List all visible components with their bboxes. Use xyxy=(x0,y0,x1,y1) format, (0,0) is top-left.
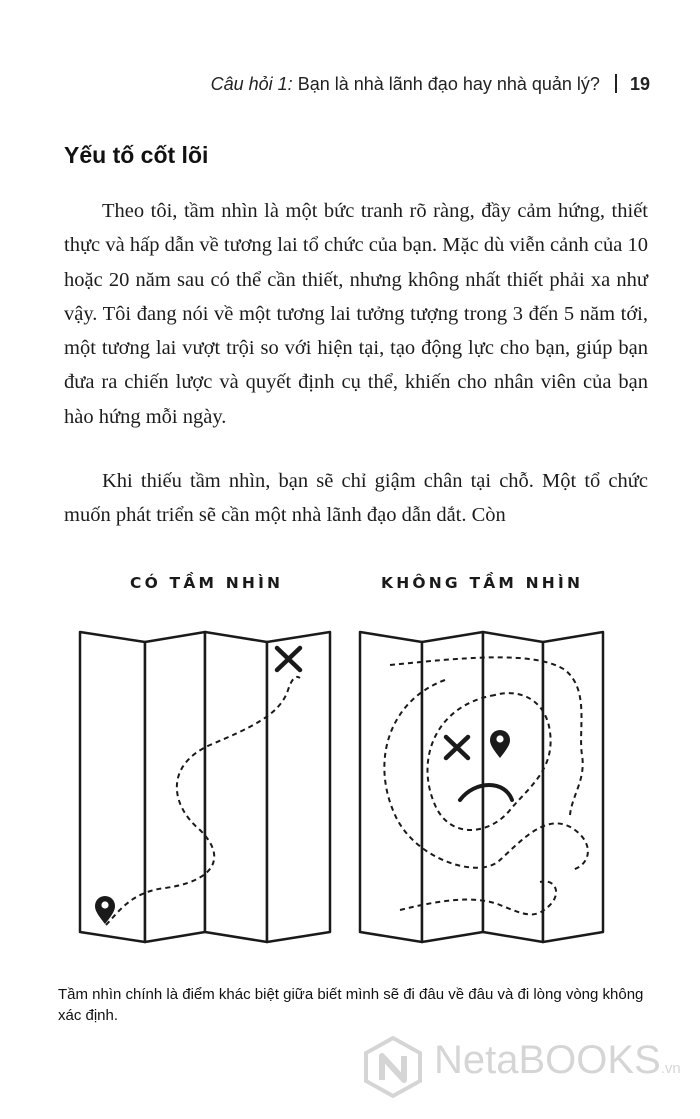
watermark-text: NetaBOOKS.vn xyxy=(434,1038,681,1082)
map-panel xyxy=(360,632,422,942)
header-separator xyxy=(615,74,617,93)
publisher-watermark xyxy=(362,1032,692,1102)
figure-label-with-vision: CÓ TẦM NHÌN xyxy=(130,574,284,592)
map-panel xyxy=(145,632,205,942)
chapter-title: Bạn là nhà lãnh đạo hay nhà quản lý? xyxy=(297,74,600,94)
figure-caption: Tầm nhìn chính là điểm khác biệt giữa biết mình sẽ đi đâu về đâu và đi lòng vòng không xác định. xyxy=(58,986,644,1024)
map-with-vision-illustration xyxy=(70,620,340,950)
map-panel xyxy=(205,632,267,942)
map-without-vision-illustration xyxy=(350,620,620,950)
map-panel xyxy=(80,632,145,942)
netabooks-logo-icon xyxy=(362,1036,424,1098)
figure-label-without-vision: KHÔNG TẦM NHÌN xyxy=(381,574,584,592)
body-paragraph: Theo tôi, tầm nhìn là một bức tranh rõ ràng, đầy cảm hứng, thiết thực và hấp dẫn về tương lai tổ chức của bạn. Mặc dù viễn cảnh của 10 hoặc 20 năm sau có thể cần thiết, nhưng không nhất thiết phải xa như vậy. Tôi đang nói về một tương lai tưởng tượng trong 3 đến 5 năm tới, một tương lai vượt trội so với hiện tại, tạo động lực cho bạn, giúp bạn đưa ra chiến lược và quyết định cụ thể, khiến cho nhân viên của bạn hào hứng mỗi ngày. xyxy=(64,200,648,428)
chapter-label: Câu hỏi 1: xyxy=(210,74,293,94)
body-paragraph: Khi thiếu tầm nhìn, bạn sẽ chỉ giậm chân tại chỗ. Một tổ chức muốn phát triển sẽ cần một nhà lãnh đạo dẫn dắt. Còn xyxy=(64,470,648,527)
page-number: 19 xyxy=(629,74,650,94)
map-panel xyxy=(267,632,330,942)
section-heading: Yếu tố cốt lõi xyxy=(64,142,209,168)
running-header xyxy=(211,74,650,95)
